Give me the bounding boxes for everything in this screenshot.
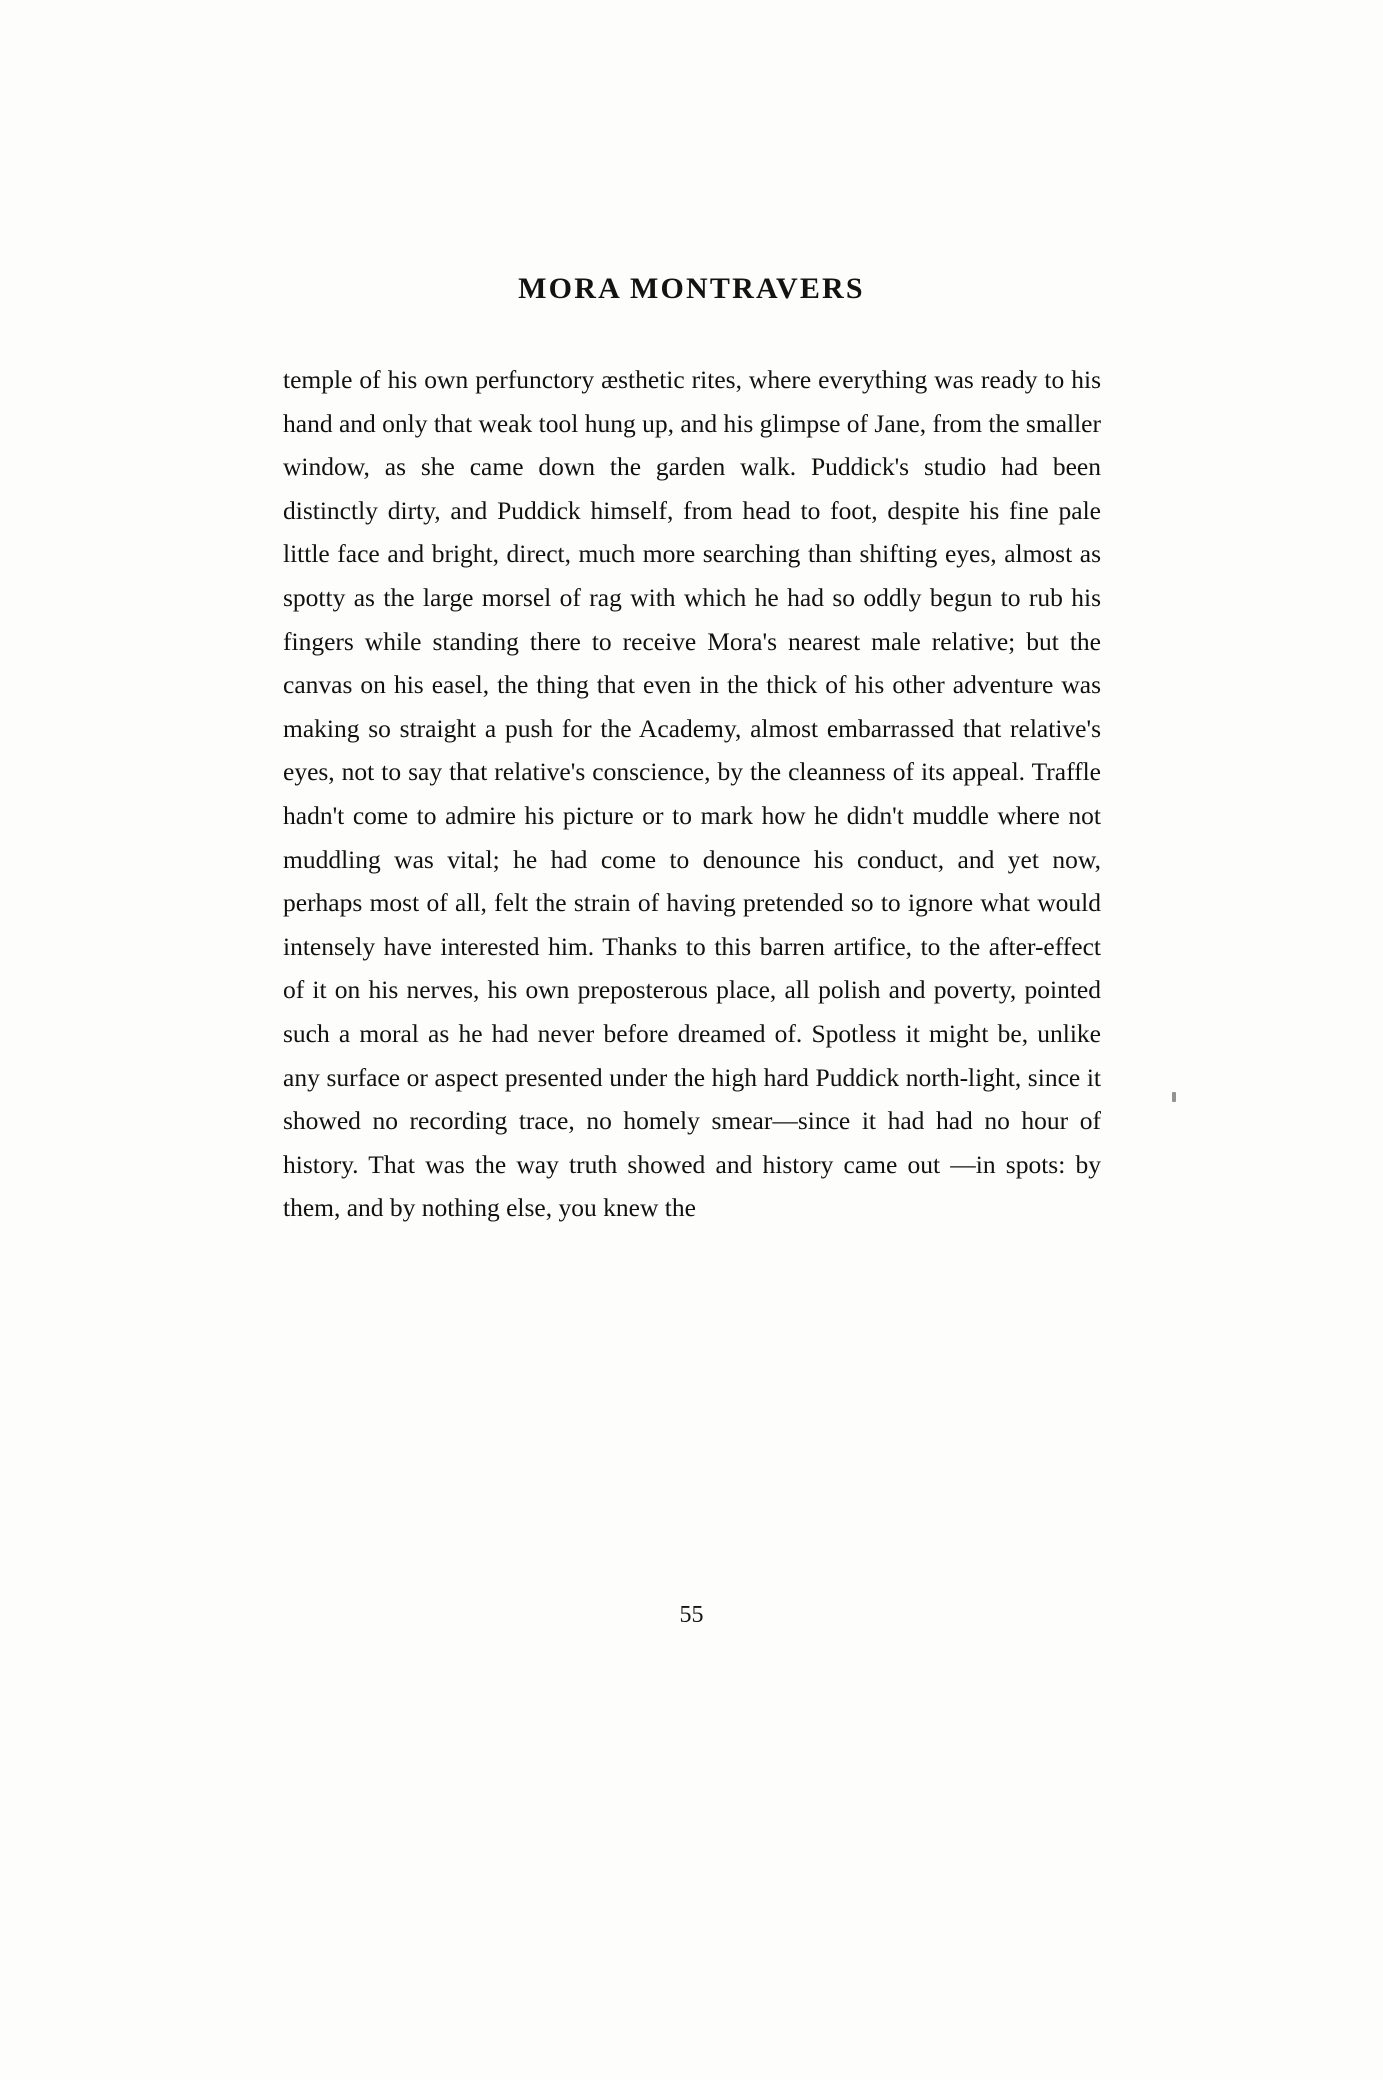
page-number: 55 bbox=[679, 1602, 704, 1628]
running-head: MORA MONTRAVERS bbox=[518, 272, 865, 305]
body-paragraph: temple of his own perfunctory æsthetic rites, where everything was ready to his hand and only that weak tool hung up, and his glimpse of Jane, from the smaller window, as she came down the garden walk. Puddick's studio had been distinctly dirty, and Puddick himself, from head to foot, despite his fine pale little face and bright, direct, much more searching than shifting eyes, almost as spotty as the large morsel of rag with which he had so oddly begun to rub his fingers while standing there to receive Mora's nearest male relative; but the canvas on his easel, the thing that even in the thick of his other adventure was making so straight a push for the Academy, almost embarrassed that relative's eyes, not to say that relative's conscience, by the cleanness of its appeal. Traffle hadn't come to admire his picture or to mark how he didn't muddle where not muddling was vital; he had come to denounce his conduct, and yet now, perhaps most of all, felt the strain of having pretended so to ignore what would intensely have interested him. Thanks to this barren artifice, to the after-effect of it on his nerves, his own preposterous place, all polish and poverty, pointed such a moral as he had never before dreamed of. Spotless it might be, unlike any surface or aspect presented under the high hard Puddick north-light, since it showed no recording trace, no homely smear—since it had had no hour of history. That was the way truth showed and history came out —in spots: by them, and by nothing else, you knew the bbox=[283, 365, 1101, 1223]
body-text-block bbox=[283, 358, 1101, 1230]
margin-speck-mark bbox=[1172, 1092, 1176, 1102]
